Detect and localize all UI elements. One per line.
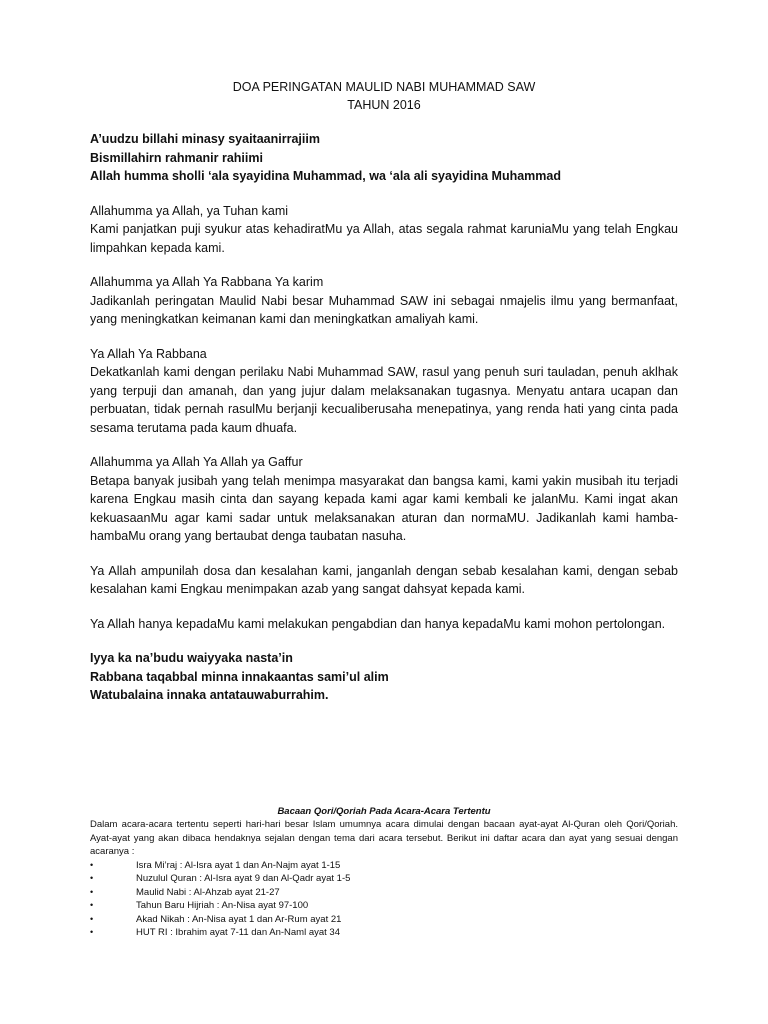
opening-line: Allah humma sholli ‘ala syayidina Muhammad, wa ‘ala ali syayidina Muhammad bbox=[90, 169, 561, 183]
bullet-icon: • bbox=[90, 900, 94, 910]
list-item bbox=[90, 859, 678, 873]
bullet-icon: • bbox=[90, 859, 94, 870]
bullet-icon: • bbox=[90, 927, 94, 937]
document-title-line1: DOA PERINGATAN MAULID NABI MUHAMMAD SAW bbox=[232, 80, 536, 94]
qori-section-intro: Dalam acara-acara tertentu seperti hari-hari besar Islam umumnya acara dimulai dengan bacaan ayat-ayat Al-Quran oleh Qori/Qoriah. Ayat-ayat yang akan dibaca hendaknya sejalan dengan tema dari acara tersebut. Berikut ini daftar acara dan ayat yang sesuai dengan acaranya : bbox=[90, 819, 678, 857]
closing-line: Rabbana taqabbal minna innakaantas sami’ul alim bbox=[90, 669, 389, 684]
section-heading: Allahumma ya Allah Ya Rabbana Ya karim bbox=[90, 275, 324, 289]
list-item bbox=[90, 886, 678, 900]
document-title-line2: TAHUN 2016 bbox=[347, 98, 421, 112]
opening-block bbox=[90, 130, 678, 186]
section-heading: Allahumma ya Allah Ya Allah ya Gaffur bbox=[90, 455, 303, 469]
qori-section-title: Bacaan Qori/Qoriah Pada Acara-Acara Tertentu bbox=[277, 806, 491, 817]
list-item bbox=[90, 926, 678, 940]
section-body: Dekatkanlah kami dengan perilaku Nabi Muhammad SAW, rasul yang penuh suri tauladan, penuh aklhak yang terpuji dan amanah, dan yang jujur dalam melaksanakan tugasnya. Menyatu antara ucapan dan perbuatan, tidak pernah rasulMu berjanji kecualiberusaha menepatinya, yang renda hati yang cinta pada sesama terutama pada kaum dhuafa. bbox=[90, 365, 678, 435]
opening-line: A’uudzu billahi minasy syaitaanirrajiim bbox=[90, 132, 320, 146]
paragraph-ampun: Ya Allah ampunilah dosa dan kesalahan kami, janganlah dengan sebab kesalahan kami, dengan sebab kesalahan kami Engkau menimpakan azab yang sangat dahsyat kepada kami. bbox=[90, 563, 678, 596]
bullet-icon: • bbox=[90, 886, 94, 897]
bullet-icon: • bbox=[90, 913, 94, 924]
list-item-text: Maulid Nabi : Al-Ahzab ayat 21-27 bbox=[136, 886, 280, 898]
list-item-text: Nuzulul Quran : Al-Isra ayat 9 dan Al-Qadr ayat 1-5 bbox=[136, 873, 351, 884]
list-item bbox=[90, 872, 678, 886]
section-body: Betapa banyak jusibah yang telah menimpa masyarakat dan bangsa kami, kami yakin musibah itu terjadi karena Engkau masih cinta dan sayang kepada kami agar kami kembali ke jalanMu. Kami ingat akan kekuasaanMu agar kami sadar untuk melaksanakan aturan dan normaMU. Jadikanlah kami hamba-hambaMu orang yang bertaubat denga taubatan nasuha. bbox=[90, 473, 678, 543]
prayer-section bbox=[90, 345, 678, 438]
prayer-section bbox=[90, 202, 678, 258]
list-item-text: Akad Nikah : An-Nisa ayat 1 dan Ar-Rum ayat 21 bbox=[136, 913, 342, 925]
section-body: Kami panjatkan puji syukur atas kehadiratMu ya Allah, atas segala rahmat karuniaMu yang telah Engkau limpahkan kepada kami. bbox=[90, 222, 678, 255]
opening-line: Bismillahirn rahmanir rahiimi bbox=[90, 150, 263, 165]
list-item bbox=[90, 913, 678, 927]
qori-section bbox=[90, 805, 678, 940]
prayer-section bbox=[90, 453, 678, 546]
list-item-text: HUT RI : Ibrahim ayat 7-11 dan An-Naml ayat 34 bbox=[136, 927, 340, 938]
section-heading: Allahumma ya Allah, ya Tuhan kami bbox=[90, 203, 289, 218]
section-body: Jadikanlah peringatan Maulid Nabi besar Muhammad SAW ini sebagai nmajelis ilmu yang bermanfaat, yang meningkatkan keimanan kami dan meningkatkan amaliyah kami. bbox=[90, 293, 678, 326]
bullet-icon: • bbox=[90, 873, 94, 883]
closing-block bbox=[90, 649, 678, 705]
prayer-section bbox=[90, 273, 678, 329]
paragraph-hanya: Ya Allah hanya kepadaMu kami melakukan pengabdian dan hanya kepadaMu kami mohon pertolongan. bbox=[90, 616, 666, 631]
list-item-text: Isra Mi’raj : Al-Isra ayat 1 dan An-Najm ayat 1-15 bbox=[136, 859, 341, 871]
paragraph-block bbox=[90, 562, 678, 599]
section-heading: Ya Allah Ya Rabbana bbox=[90, 346, 207, 361]
paragraph-block bbox=[90, 615, 678, 634]
qori-event-list bbox=[90, 859, 678, 940]
closing-line: Watubalaina innaka antatauwaburrahim. bbox=[90, 688, 329, 702]
list-item bbox=[90, 899, 678, 913]
list-item-text: Tahun Baru Hijriah : An-Nisa ayat 97-100 bbox=[136, 900, 309, 911]
closing-line: Iyya ka na’budu waiyyaka nasta’in bbox=[90, 651, 293, 665]
